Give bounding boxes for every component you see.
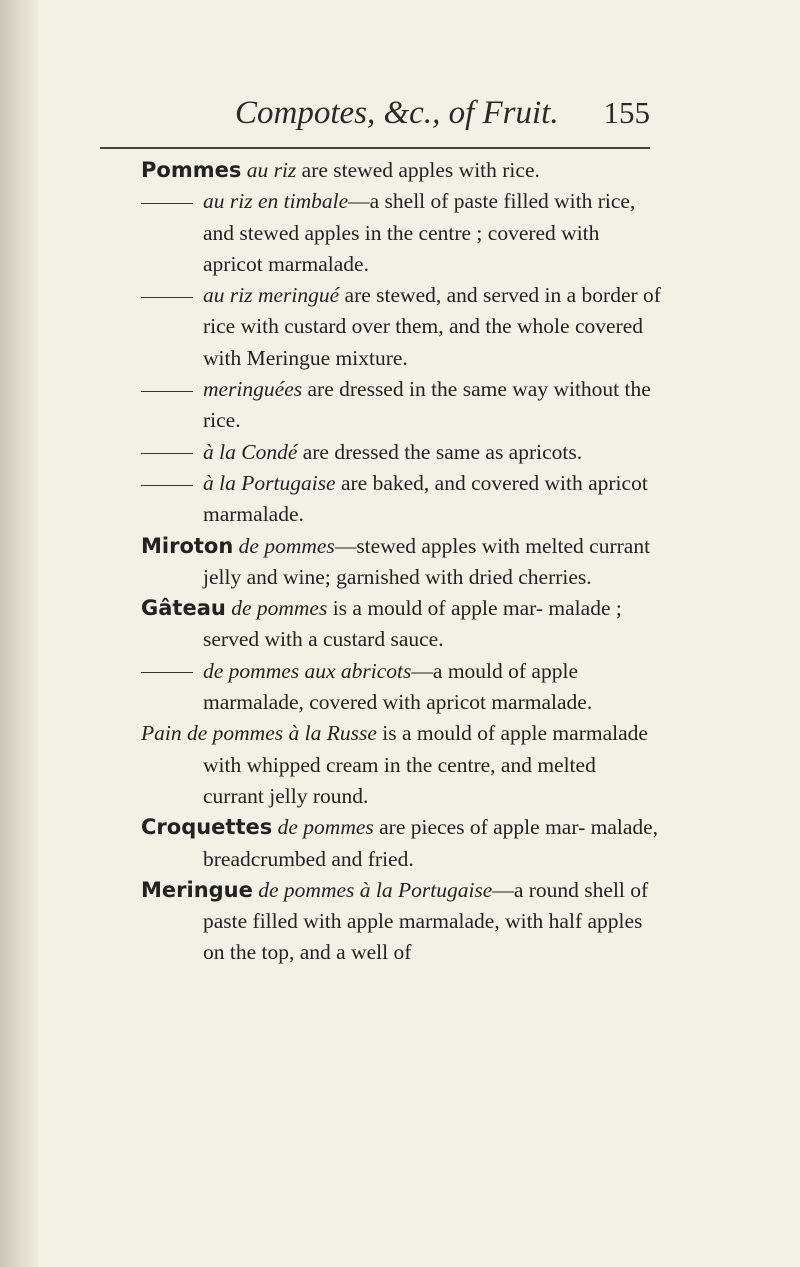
entry-text: are stewed apples with rice. xyxy=(296,158,540,182)
recipe-list xyxy=(141,155,661,969)
entry-pommes-au-riz xyxy=(141,155,661,186)
entry-text: are pieces of apple mar- malade, breadcrumbed and fried. xyxy=(203,815,659,871)
entry-italic: au riz en timbale xyxy=(203,189,349,214)
ditto-dash xyxy=(141,453,193,454)
entry-text: are dressed the same as apricots. xyxy=(297,439,583,464)
entry-italic: au riz xyxy=(246,158,297,182)
entry-head: Croquettes xyxy=(141,815,273,840)
entry-head: Gâteau xyxy=(141,596,226,621)
entry-text: are baked, and covered with apricot marmalade. xyxy=(203,470,648,527)
entry-croquettes xyxy=(141,812,661,875)
entry-italic: à la Portugaise xyxy=(203,470,336,495)
entry-italic: Pain de pommes à la Russe xyxy=(141,721,377,746)
page-header xyxy=(100,95,650,145)
page-number: 155 xyxy=(603,95,650,130)
entry-italic: de pommes à la Portugaise xyxy=(258,877,493,902)
entry-italic: de pommes aux abricots xyxy=(203,658,412,683)
entry-au-riz-meringue xyxy=(141,280,661,374)
entry-italic: de pommes xyxy=(277,815,374,840)
entry-text: is a mould of apple mar- malade ; served with a custard sauce. xyxy=(203,596,622,652)
ditto-dash xyxy=(141,203,193,204)
entry-text: —a shell of paste filled with rice, and stewed apples in the centre ; covered with apricot marmalade. xyxy=(203,189,636,276)
entry-au-riz-en-timbale xyxy=(141,186,661,280)
entry-pain-de-pommes xyxy=(141,718,661,812)
entry-italic: à la Condé xyxy=(203,439,298,464)
ditto-dash xyxy=(141,297,193,298)
entry-text: are stewed, and served in a border of rice with custard over them, and the whole covered with Meringue mixture. xyxy=(203,283,661,370)
ditto-dash xyxy=(141,485,193,486)
entry-italic: de pommes xyxy=(231,596,328,621)
entry-a-la-conde xyxy=(141,437,661,468)
entry-miroton xyxy=(141,531,661,594)
entry-text: —stewed apples with melted currant jelly and wine; garnished with dried cherries. xyxy=(203,533,651,589)
entry-text: is a mould of apple marmalade with whipped cream in the centre, and melted currant jelly round. xyxy=(203,721,648,808)
entry-text: —a mould of apple marmalade, covered with apricot marmalade. xyxy=(203,658,593,715)
entry-italic: de pommes xyxy=(238,533,335,558)
entry-head: Miroton xyxy=(141,533,234,558)
book-spine-shadow xyxy=(0,0,38,1267)
ditto-dash xyxy=(141,672,193,673)
entry-italic: au riz meringué xyxy=(203,283,340,308)
entry-meringuees xyxy=(141,374,661,437)
entry-head: Meringue xyxy=(141,877,253,902)
entry-meringue xyxy=(141,875,661,969)
entry-italic: meringuées xyxy=(203,377,303,402)
entry-text: —a round shell of paste filled with apple marmalade, with half apples on the top, and a well of xyxy=(203,877,649,965)
running-title: Compotes, &c., of Fruit. xyxy=(235,95,559,131)
entry-text: are dressed in the same way without the rice. xyxy=(203,377,651,433)
entry-a-la-portugaise xyxy=(141,468,661,531)
header-rule xyxy=(100,147,650,149)
entry-gateau xyxy=(141,593,661,656)
entry-aux-abricots xyxy=(141,656,661,719)
entry-head: Pommes xyxy=(141,158,242,182)
ditto-dash xyxy=(141,391,193,392)
